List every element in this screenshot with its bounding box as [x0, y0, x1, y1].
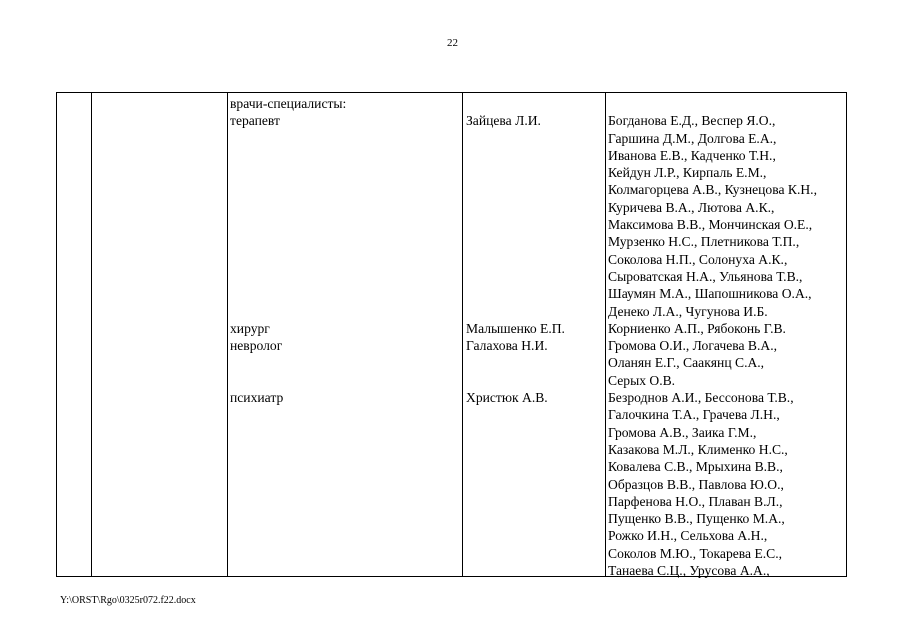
specialty-cell: [230, 164, 346, 181]
specialty-cell: [230, 510, 346, 527]
specialty-cell: [230, 147, 346, 164]
specialty-cell: [230, 285, 346, 302]
specialty-cell: [230, 493, 346, 510]
column-divider: [91, 93, 92, 576]
staff-column: [608, 95, 817, 579]
specialty-cell: хирург: [230, 320, 270, 336]
head-physician-column: [466, 95, 565, 579]
column-divider: [462, 93, 463, 576]
head-physician-cell: [466, 95, 565, 112]
staff-cell: Образцов В.В., Павлова Ю.О.,: [608, 476, 784, 492]
head-physician-cell: [466, 251, 565, 268]
head-physician-cell: Христюк А.В.: [466, 390, 548, 406]
staff-cell: [608, 95, 817, 112]
specialty-cell: [230, 424, 346, 441]
specialty-cell: [230, 268, 346, 285]
head-physician-cell: [466, 476, 565, 493]
specialty-cell: [230, 476, 346, 493]
staff-cell: Шаумян М.А., Шапошникова О.А.,: [608, 286, 812, 302]
head-physician-cell: Малышенко Е.П.: [466, 320, 565, 336]
specialty-cell: [230, 354, 346, 371]
staff-cell: Мурзенко Н.С., Плетникова Т.П.,: [608, 234, 800, 250]
specialty-cell: [230, 181, 346, 198]
head-physician-cell: [466, 268, 565, 285]
staff-cell: Гаршина Д.М., Долгова Е.А.,: [608, 130, 777, 146]
staff-cell: Громова О.И., Логачева В.А.,: [608, 338, 777, 354]
staff-cell: Галочкина Т.А., Грачева Л.Н.,: [608, 407, 780, 423]
head-physician-cell: [466, 354, 565, 371]
staff-cell: Парфенова Н.О., Плаван В.Л.,: [608, 493, 783, 509]
staff-cell: Ковалева С.В., Мрыхина В.В.,: [608, 459, 783, 475]
staff-cell: Денеко Л.А., Чугунова И.Б.: [608, 303, 768, 319]
specialty-cell: [230, 199, 346, 216]
staff-table: [56, 92, 847, 577]
specialty-cell: [230, 441, 346, 458]
staff-cell: Безроднов А.И., Бессонова Т.В.,: [608, 390, 794, 406]
staff-cell: Соколов М.Ю., Токарева Е.С.,: [608, 545, 783, 561]
head-physician-cell: Зайцева Л.И.: [466, 113, 541, 129]
specialty-cell: [230, 251, 346, 268]
head-physician-cell: [466, 147, 565, 164]
specialty-cell: [230, 458, 346, 475]
specialty-cell: [230, 406, 346, 423]
head-physician-cell: [466, 130, 565, 147]
head-physician-cell: [466, 216, 565, 233]
head-physician-cell: [466, 527, 565, 544]
head-physician-cell: [466, 510, 565, 527]
document-path: Y:\ORST\Rgo\0325r072.f22.docx: [60, 595, 196, 606]
specialty-cell: [230, 527, 346, 544]
staff-cell: Пущенко В.В., Пущенко М.А.,: [608, 511, 785, 527]
specialty-column: [230, 95, 346, 579]
specialty-cell: [230, 233, 346, 250]
specialty-cell: психиатр: [230, 390, 284, 406]
head-physician-cell: [466, 493, 565, 510]
head-physician-cell: [466, 303, 565, 320]
head-physician-cell: [466, 424, 565, 441]
head-physician-cell: [466, 233, 565, 250]
staff-cell: Кейдун Л.Р., Кирпаль Е.М.,: [608, 165, 767, 181]
head-physician-cell: [466, 285, 565, 302]
page-number: 22: [447, 37, 458, 49]
specialty-cell: [230, 562, 346, 579]
staff-cell: Куричева В.А., Лютова А.К.,: [608, 199, 775, 215]
specialty-cell: невролог: [230, 338, 283, 354]
specialty-cell: [230, 130, 346, 147]
specialty-cell: врачи-специалисты:: [230, 96, 347, 111]
staff-cell: Соколова Н.П., Солонуха А.К.,: [608, 251, 788, 267]
staff-cell: Рожко И.Н., Сельхова А.Н.,: [608, 528, 768, 544]
specialty-cell: [230, 372, 346, 389]
staff-cell: Иванова Е.В., Кадченко Т.Н.,: [608, 147, 776, 163]
staff-cell: Богданова Е.Д., Веспер Я.О.,: [608, 113, 776, 129]
staff-cell: Громова А.В., Заика Г.М.,: [608, 424, 757, 440]
head-physician-cell: [466, 406, 565, 423]
staff-cell: Оланян Е.Г., Саакянц С.А.,: [608, 355, 765, 371]
staff-cell: Танаева С.Ц., Урусова А.А.,: [608, 563, 770, 579]
staff-cell: Колмагорцева А.В., Кузнецова К.Н.,: [608, 182, 817, 198]
head-physician-cell: [466, 199, 565, 216]
head-physician-cell: [466, 441, 565, 458]
column-divider: [227, 93, 228, 576]
head-physician-cell: [466, 372, 565, 389]
head-physician-cell: [466, 181, 565, 198]
column-divider: [605, 93, 606, 576]
staff-cell: Сыроватская Н.А., Ульянова Т.В.,: [608, 268, 803, 284]
head-physician-cell: [466, 458, 565, 475]
specialty-cell: [230, 545, 346, 562]
head-physician-cell: [466, 545, 565, 562]
staff-cell: Корниенко А.П., Рябоконь Г.В.: [608, 320, 786, 336]
head-physician-cell: [466, 562, 565, 579]
staff-cell: Максимова В.В., Мончинская О.Е.,: [608, 217, 813, 233]
specialty-cell: [230, 303, 346, 320]
specialty-cell: [230, 216, 346, 233]
head-physician-cell: Галахова Н.И.: [466, 338, 548, 354]
staff-cell: Серых О.В.: [608, 372, 676, 388]
specialty-cell: терапевт: [230, 113, 280, 129]
head-physician-cell: [466, 164, 565, 181]
staff-cell: Казакова М.Л., Клименко Н.С.,: [608, 441, 788, 457]
